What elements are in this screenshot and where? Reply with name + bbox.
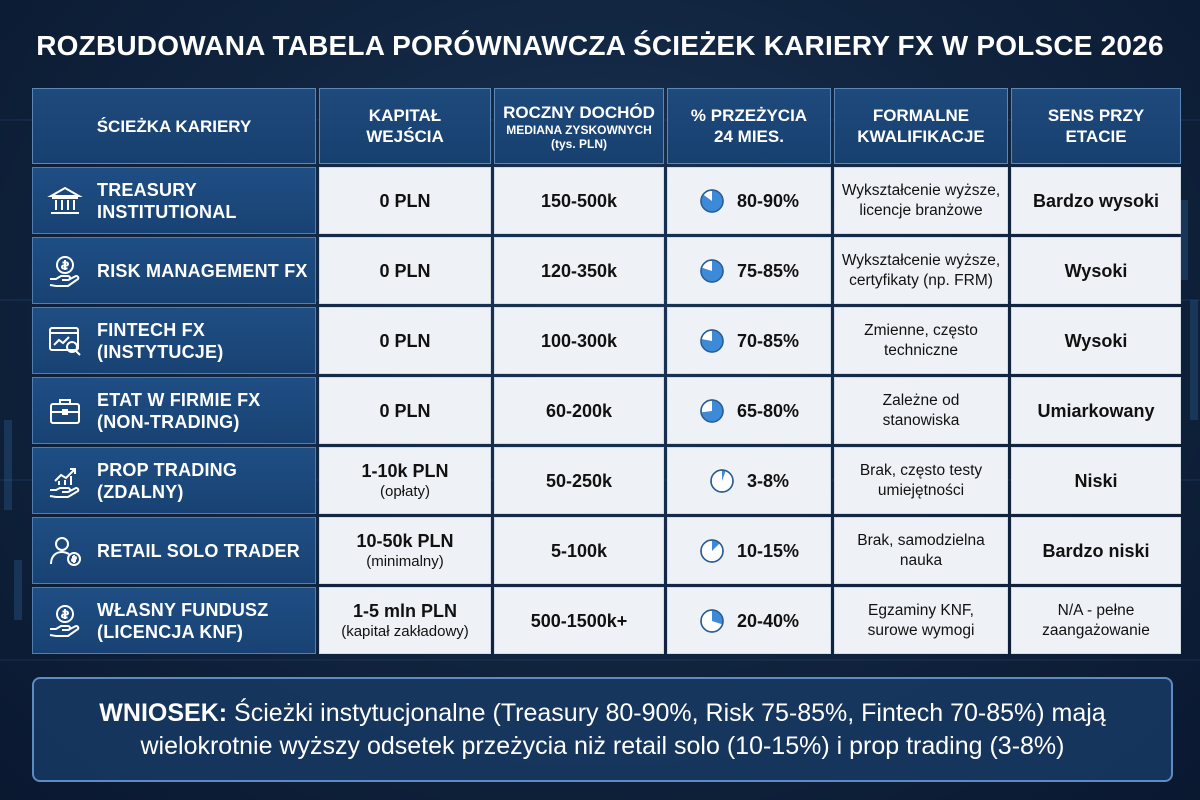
path-name-line2: (INSTYTUCJE) — [97, 341, 224, 362]
sense-value: Wysoki — [1064, 330, 1128, 351]
path-name-line1: FINTECH FX — [97, 319, 205, 340]
header-qual-line1: FORMALNE — [872, 106, 970, 125]
capital-value: 0 PLN — [379, 330, 431, 351]
qualifications-line1: Egzaminy KNF, — [868, 601, 974, 619]
survival-cell — [667, 447, 831, 514]
qualifications-line1: Zmienne, często — [864, 321, 978, 339]
money-hand-search-icon — [47, 253, 83, 289]
capital-value: 1-5 mln PLN — [352, 601, 458, 621]
sense-cell — [1011, 447, 1181, 514]
income-cell — [494, 517, 664, 584]
sense-cell — [1011, 167, 1181, 234]
qualifications-line2: licencje branżowe — [859, 201, 983, 219]
path-cell — [32, 377, 316, 444]
sense-value: Umiarkowany — [1037, 400, 1155, 421]
survival-value: 75-85% — [736, 260, 800, 281]
capital-cell — [319, 517, 491, 584]
path-name — [97, 540, 300, 562]
survival-pie-icon — [699, 328, 725, 354]
briefcase-icon — [47, 393, 83, 429]
capital-cell — [319, 447, 491, 514]
capital-cell — [319, 237, 491, 304]
qualifications-line1: Zależne od — [882, 391, 960, 409]
path-name — [97, 459, 237, 503]
path-name — [97, 179, 237, 223]
survival-value: 10-15% — [736, 540, 800, 561]
conclusion-text — [64, 697, 1141, 763]
header-qual-line2: KWALIFIKACJE — [857, 127, 985, 146]
qualifications-line2: techniczne — [883, 341, 959, 359]
sense-cell — [1011, 237, 1181, 304]
path-name-line2: INSTITUTIONAL — [97, 201, 237, 222]
sense-value: N/A - pełne zaangażowanie — [1042, 601, 1150, 639]
capital-value: 0 PLN — [379, 260, 431, 281]
qualifications-cell — [834, 167, 1008, 234]
header-income-sub1: MEDIANA ZYSKOWNYCH — [506, 122, 652, 137]
capital-note: (opłaty) — [379, 483, 431, 500]
header-capital-line2: WEJŚCIA — [366, 127, 444, 146]
path-name — [97, 599, 268, 643]
income-cell — [494, 307, 664, 374]
income-cell — [494, 237, 664, 304]
path-cell — [32, 517, 316, 584]
survival-cell — [667, 377, 831, 444]
conclusion-lead: WNIOSEK: — [99, 698, 228, 727]
header-capital-line1: KAPITAŁ — [368, 106, 442, 125]
qualifications-cell — [834, 587, 1008, 654]
sense-cell — [1011, 587, 1181, 654]
header-sense — [1011, 88, 1181, 164]
survival-value: 20-40% — [736, 610, 800, 631]
qualifications-line2: surowe wymogi — [867, 621, 975, 639]
header-survival-line1: % PRZEŻYCIA — [690, 106, 808, 125]
survival-cell — [667, 167, 831, 234]
survival-pie-icon — [699, 258, 725, 284]
qualifications-line1: Brak, często testy — [859, 461, 983, 479]
qualifications-cell — [834, 447, 1008, 514]
path-name-line1: PROP TRADING — [97, 459, 238, 480]
path-name-line1: RISK MANAGEMENT FX — [97, 260, 308, 281]
header-path-label: ŚCIEŻKA KARIERY — [96, 116, 252, 136]
path-name-line2: (LICENCJA KNF) — [97, 621, 244, 642]
capital-cell — [319, 167, 491, 234]
person-coin-icon — [47, 533, 83, 569]
path-name — [97, 260, 308, 282]
conclusion-body: Ścieżki instytucjonalne (Treasury 80-90%, Risk 75-85%, Fintech 70-85%) mają wielokrotnie wyższy odsetek przeżycia niż retail solo (10-15%) i prop trading (3-8%) — [140, 698, 1106, 760]
survival-pie-icon — [699, 608, 725, 634]
path-name-line2: (ZDALNY) — [97, 481, 184, 502]
survival-pie-icon — [699, 188, 725, 214]
path-cell — [32, 167, 316, 234]
survival-value: 3-8% — [746, 470, 790, 491]
income-cell — [494, 587, 664, 654]
conclusion-box — [32, 677, 1173, 782]
qualifications-line2: certyfikaty (np. FRM) — [849, 271, 993, 289]
income-value: 150-500k — [540, 190, 618, 211]
sense-value: Bardzo wysoki — [1032, 190, 1160, 211]
qualifications-line2: umiejętności — [877, 481, 965, 499]
qualifications-cell — [834, 517, 1008, 584]
qualifications-line2: nauka — [899, 551, 943, 569]
survival-cell — [667, 587, 831, 654]
header-income-sub2: (tys. PLN) — [550, 136, 607, 151]
survival-cell — [667, 237, 831, 304]
hand-growth-chart-icon — [47, 463, 83, 499]
path-cell — [32, 307, 316, 374]
survival-pie-icon — [699, 398, 725, 424]
path-name — [97, 319, 223, 363]
capital-cell — [319, 587, 491, 654]
survival-pie-icon — [699, 538, 725, 564]
income-value: 50-250k — [545, 470, 613, 491]
path-name-line1: WŁASNY FUNDUSZ — [97, 599, 269, 620]
qualifications-cell — [834, 377, 1008, 444]
path-name-line1: ETAT W FIRMIE FX — [97, 389, 261, 410]
survival-value: 70-85% — [736, 330, 800, 351]
income-cell — [494, 377, 664, 444]
capital-cell — [319, 307, 491, 374]
capital-value: 0 PLN — [379, 400, 431, 421]
survival-cell — [667, 307, 831, 374]
path-cell — [32, 587, 316, 654]
qualifications-line2: stanowiska — [882, 411, 960, 429]
comparison-table — [32, 88, 1173, 655]
capital-value: 1-10k PLN — [361, 461, 449, 481]
header-sense-line1: SENS PRZY — [1047, 106, 1145, 125]
header-income-line1: ROCZNY DOCHÓD — [503, 102, 655, 122]
survival-cell — [667, 517, 831, 584]
browser-chart-search-icon — [47, 323, 83, 359]
survival-pie-icon — [709, 468, 735, 494]
header-survival-line2: 24 MIES. — [714, 127, 784, 146]
income-cell — [494, 167, 664, 234]
income-value: 5-100k — [550, 540, 608, 561]
header-capital — [319, 88, 491, 164]
path-name — [97, 389, 261, 433]
qualifications-line1: Wykształcenie wyższe, — [841, 181, 1001, 199]
capital-value: 0 PLN — [379, 190, 431, 211]
sense-value: Niski — [1074, 470, 1118, 491]
income-cell — [494, 447, 664, 514]
capital-cell — [319, 377, 491, 444]
sense-cell — [1011, 307, 1181, 374]
qualifications-cell — [834, 307, 1008, 374]
qualifications-cell — [834, 237, 1008, 304]
capital-note: (minimalny) — [366, 553, 444, 570]
path-cell — [32, 237, 316, 304]
sense-value: Bardzo niski — [1042, 540, 1150, 561]
header-qualifications — [834, 88, 1008, 164]
income-value: 500-1500k+ — [530, 610, 628, 631]
path-cell — [32, 447, 316, 514]
sense-value: Wysoki — [1064, 260, 1128, 281]
sense-cell — [1011, 377, 1181, 444]
sense-cell — [1011, 517, 1181, 584]
header-survival — [667, 88, 831, 164]
bank-icon — [47, 183, 83, 219]
header-path — [32, 88, 316, 164]
income-value: 120-350k — [540, 260, 618, 281]
path-name-line1: RETAIL SOLO TRADER — [97, 540, 300, 561]
survival-value: 80-90% — [736, 190, 800, 211]
capital-value: 10-50k PLN — [356, 531, 454, 551]
path-name-line1: TREASURY — [97, 179, 197, 200]
capital-note: (kapitał zakładowy) — [341, 623, 469, 640]
header-income — [494, 88, 664, 164]
qualifications-line1: Wykształcenie wyższe, — [841, 251, 1001, 269]
income-value: 60-200k — [545, 400, 613, 421]
page-title: ROZBUDOWANA TABELA PORÓWNAWCZA ŚCIEŻEK KARIERY FX W POLSCE 2026 — [36, 30, 1164, 61]
header-sense-line2: ETACIE — [1065, 127, 1127, 146]
coin-hand-icon — [47, 603, 83, 639]
path-name-line2: (NON-TRADING) — [97, 411, 240, 432]
income-value: 100-300k — [540, 330, 618, 351]
survival-value: 65-80% — [736, 400, 800, 421]
qualifications-line1: Brak, samodzielna — [857, 531, 985, 549]
